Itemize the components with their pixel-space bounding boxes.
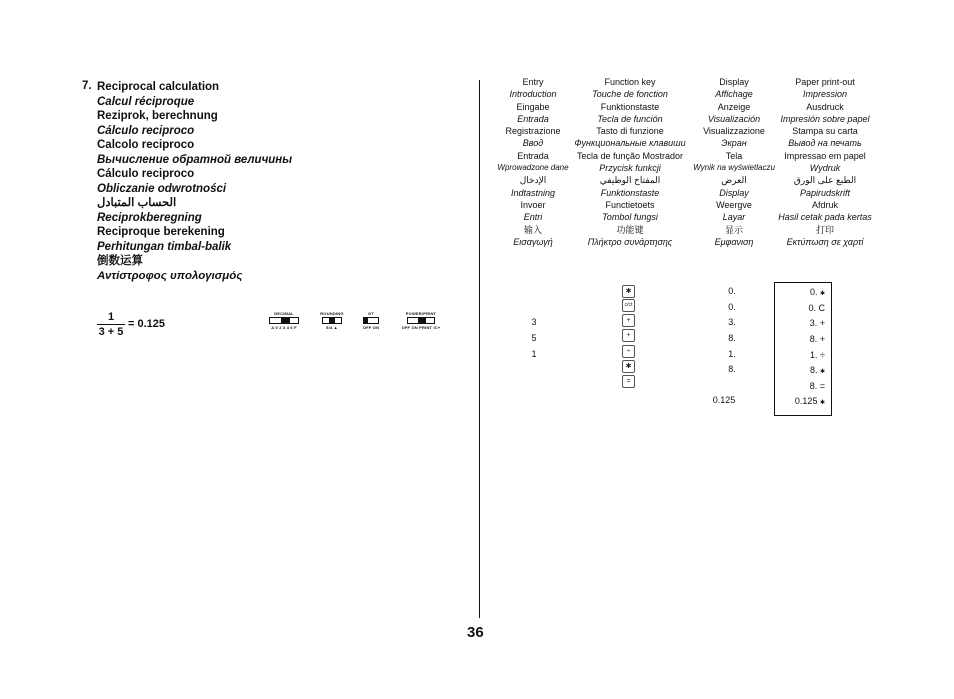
- tape-value: 8.: [809, 334, 818, 344]
- header-display-line: Экран: [721, 138, 747, 149]
- tape-symbol: ✱: [819, 400, 825, 406]
- header-print-out-line: Paper print-out: [795, 77, 855, 87]
- header-display-line: Affichage: [715, 89, 753, 100]
- power-print-switch: [395, 311, 447, 330]
- header-display-line: Display: [719, 187, 749, 198]
- header-function-key-line: Πλήκτρο συνάρτησης: [587, 236, 673, 247]
- header-entry: [488, 76, 578, 248]
- section-number: 7.: [82, 80, 92, 92]
- header-function-key-line: Tecla de função Mostrador: [576, 150, 684, 161]
- switch-knob: [329, 318, 334, 323]
- display-value: 8.: [728, 364, 736, 374]
- rounding-switch-ticks: 5/4 ▲: [326, 325, 338, 330]
- tape-line: [810, 350, 825, 360]
- paper-tape: [774, 282, 832, 416]
- header-print-out-line: Impression: [802, 89, 847, 100]
- header-print-out-line: الطبع على الورق: [793, 175, 857, 186]
- title-nl: Reciproque berekening: [97, 226, 225, 238]
- decimal-switch-ticks: A 0 2 3 4 6 F: [271, 325, 297, 330]
- header-function-key-line: Function key: [604, 77, 656, 87]
- header-function-key-line: Funktionstaste: [600, 187, 660, 198]
- header-entry-line: Invoer: [520, 199, 546, 210]
- tape-line: [810, 287, 825, 297]
- header-print-out-line: Stampa su carta: [792, 126, 858, 137]
- column-divider: [479, 80, 480, 618]
- header-entry-line: Eingabe: [516, 101, 550, 112]
- switch-track: [363, 317, 379, 324]
- fraction-bar: [97, 324, 125, 325]
- switch-knob: [364, 318, 368, 323]
- page-number: 36: [467, 624, 484, 641]
- title-fr: Calcul réciproque: [97, 95, 195, 108]
- entry-value: 3: [531, 317, 537, 327]
- header-print-out-line: Вывод на печать: [788, 138, 862, 149]
- equals-key-icon: =: [622, 375, 635, 388]
- title-da: Reciprokberegning: [97, 211, 202, 224]
- plus-key-icon: +: [622, 329, 635, 342]
- header-print-out-line: Papirudskrift: [799, 187, 851, 198]
- title-el: Αντίστροφος υπολογισμός: [97, 269, 243, 282]
- tape-symbol: ÷: [820, 350, 825, 360]
- title-en: Reciprocal calculation: [97, 81, 220, 93]
- switch-track: [322, 317, 342, 324]
- header-print-out-line: Impressao em papel: [784, 150, 866, 161]
- decimal-switch: [268, 311, 300, 330]
- header-print-out-line: Εκτύπωση σε χαρτί: [786, 236, 864, 247]
- tape-value: 8.: [809, 381, 818, 391]
- tape-value: 8.: [809, 365, 818, 375]
- header-entry-line: 输入: [523, 224, 542, 235]
- decimal-switch-label: DECIMAL: [274, 311, 294, 316]
- display-value: 0.: [728, 302, 736, 312]
- tape-value: 3.: [809, 318, 818, 328]
- header-entry-line: Entrada: [517, 150, 549, 161]
- tape-value: 0.: [809, 287, 818, 297]
- title-pt: Cálculo reciproco: [97, 168, 195, 180]
- header-function-key-line: المفتاح الوظيفي: [599, 175, 661, 186]
- tape-line: [808, 303, 825, 313]
- tape-line: [810, 365, 825, 375]
- header-print-out-line: Ausdruck: [806, 101, 844, 112]
- header-function-key-line: Touche de fonction: [592, 89, 668, 100]
- header-entry-line: الإدخال: [519, 175, 547, 186]
- header-function-key-line: Tombol fungsi: [602, 212, 658, 223]
- power-print-switch-ticks: OFF ON PRINT IC+: [401, 325, 441, 330]
- tape-symbol: C: [818, 303, 825, 313]
- header-display: [688, 76, 780, 248]
- header-print-out-line: Impresión sobre papel: [780, 113, 870, 124]
- multiply-key-icon: ✱: [622, 285, 635, 298]
- tape-symbol: ✱: [819, 291, 825, 297]
- gt-switch-ticks: OFF ON: [362, 325, 380, 330]
- tape-line: [810, 334, 825, 344]
- tape-symbol: +: [819, 318, 825, 328]
- header-display-line: Weergve: [716, 199, 752, 210]
- switch-track: [407, 317, 435, 324]
- display-value: 0.: [728, 286, 736, 296]
- divide-key-icon: ÷: [622, 345, 635, 358]
- header-display-line: Layar: [722, 212, 746, 223]
- header-function-key-line: Przycisk funkcji: [599, 163, 661, 174]
- title-de: Reziprok, berechnung: [97, 110, 218, 122]
- gt-switch-label: GT: [368, 311, 374, 316]
- header-entry-line: Entry: [522, 77, 544, 87]
- switch-knob: [418, 318, 426, 323]
- header-display-line: Tela: [725, 150, 743, 161]
- header-entry-line: Entri: [523, 212, 543, 223]
- display-value: 0.125: [712, 395, 736, 405]
- header-print-out-line: Wydruk: [809, 163, 841, 174]
- formula-result: = 0.125: [128, 318, 166, 330]
- tape-symbol: =: [819, 381, 825, 391]
- switch-knob: [281, 318, 289, 323]
- header-function-key-line: Tecla de función: [597, 113, 663, 124]
- header-display-line: Display: [719, 77, 749, 87]
- tape-value: 0.: [808, 303, 816, 313]
- rounding-switch: [318, 311, 346, 330]
- header-entry-line: Εισαγωγή: [513, 236, 553, 247]
- plus-key-icon: +: [622, 314, 635, 327]
- formula-numerator: 1: [107, 311, 115, 323]
- title-pl: Obliczanie odwrotności: [97, 182, 227, 195]
- header-display-line: Wynik na wyświetlaczu: [693, 163, 775, 173]
- title-zh: 倒数运算: [97, 255, 143, 267]
- header-print-out-line: Afdruk: [811, 199, 838, 210]
- clear-key-icon: c/ct: [622, 299, 635, 312]
- tape-value: 1.: [810, 350, 818, 360]
- header-entry-line: Ввод: [522, 138, 544, 149]
- header-entry-line: Indtastning: [510, 187, 556, 198]
- header-print-out-line: Hasil cetak pada kertas: [778, 212, 872, 223]
- header-print-out-line: 打印: [815, 224, 834, 235]
- title-it: Calcolo reciproco: [97, 139, 195, 151]
- title-ar: الحساب المتبادل: [97, 197, 177, 209]
- header-display-line: العرض: [721, 175, 747, 186]
- header-entry-line: Introduction: [509, 89, 557, 100]
- header-entry-line: Registrazione: [505, 126, 561, 137]
- formula: [97, 311, 166, 338]
- display-value: 3.: [728, 317, 736, 327]
- rounding-switch-label: ROUNDING: [320, 311, 344, 316]
- display-value: 1.: [728, 349, 736, 359]
- formula-denominator: 3 + 5: [98, 326, 124, 338]
- gt-switch: [361, 311, 381, 330]
- header-function-key-line: Tasto di funzione: [596, 126, 664, 137]
- tape-symbol: +: [819, 334, 825, 344]
- display-value: 8.: [728, 333, 736, 343]
- tape-line: [795, 396, 825, 406]
- tape-symbol: ✱: [819, 369, 825, 375]
- title-es: Cálculo reciproco: [97, 124, 195, 137]
- tape-line: [810, 318, 825, 328]
- title-id: Perhitungan timbal-balik: [97, 240, 232, 253]
- header-display-line: Εμφανιση: [714, 236, 754, 247]
- entry-value: 1: [531, 349, 537, 359]
- power-print-switch-label: POWER/PRINT: [405, 311, 437, 316]
- header-entry-line: Wprowadzone dane: [497, 163, 569, 173]
- header-display-line: Visualización: [707, 113, 761, 124]
- header-display-line: Visualizzazione: [703, 126, 765, 137]
- header-entry-line: Entrada: [517, 113, 549, 124]
- header-function-key-line: Functietoets: [605, 199, 655, 210]
- switch-track: [269, 317, 299, 324]
- section-titles: [97, 80, 292, 283]
- tape-value: 0.125: [794, 396, 818, 406]
- header-display-line: Anzeige: [717, 101, 751, 112]
- header-function-key: [570, 76, 690, 248]
- header-function-key-line: Функциональные клавиши: [574, 138, 686, 149]
- header-print-out: [772, 76, 878, 248]
- header-function-key-line: 功能键: [616, 224, 644, 235]
- title-ru: Вычисление обратной величины: [97, 153, 293, 166]
- header-display-line: 显示: [724, 224, 743, 235]
- multiply-key-icon: ✱: [622, 360, 635, 373]
- entry-value: 5: [531, 333, 537, 343]
- tape-line: [810, 381, 825, 391]
- header-function-key-line: Funktionstaste: [600, 101, 660, 112]
